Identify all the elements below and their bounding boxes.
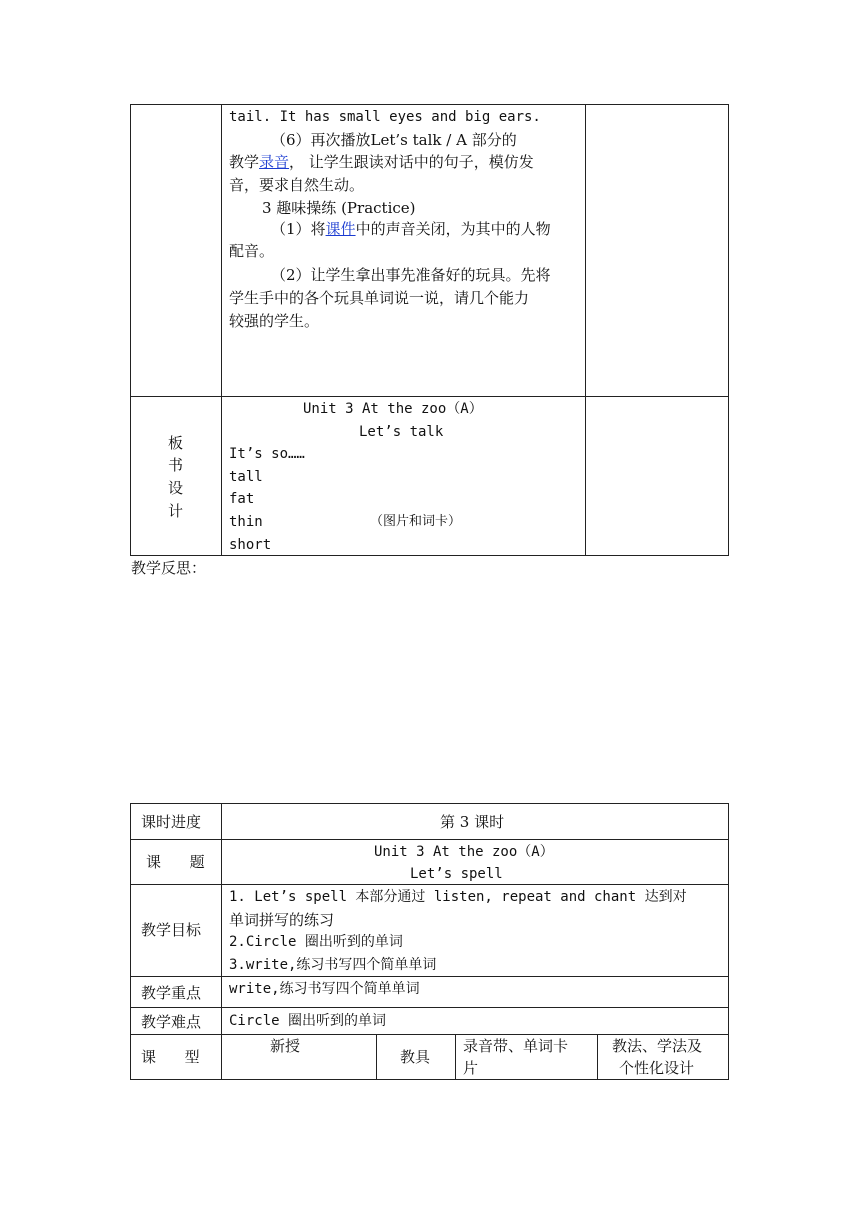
reflection-label: 教学反思： [131, 559, 207, 577]
lesson-text-line: 3 趣味操练 (Practice) [262, 199, 416, 217]
board-note: （图片和词卡） [370, 514, 462, 529]
audio-link[interactable]: 录音 [259, 153, 290, 171]
goal-line: 单词拼写的练习 [229, 911, 335, 929]
board-design-label: 书 [168, 456, 184, 474]
top-table-border-right [728, 104, 729, 556]
lesson-text-line: （6）再次播放Let’s talk / A 部分的 [271, 131, 517, 149]
lesson-text-segment: （1）将 [271, 220, 326, 238]
progress-label: 课时进度 [141, 813, 202, 831]
board-line: short [229, 537, 272, 553]
bottom-table-border-bottom [130, 1079, 729, 1080]
bottom-table-border-top [130, 803, 729, 804]
tools-label: 教具 [400, 1048, 431, 1066]
top-table-border-top [130, 104, 729, 105]
courseware-link[interactable]: 课件 [325, 220, 356, 238]
goal-line: 2.Circle 圈出听到的单词 [229, 934, 403, 950]
board-line: It’s so…… [229, 446, 305, 462]
progress-value: 第 3 课时 [440, 813, 505, 831]
topic-line: Let’s spell [410, 866, 503, 882]
key-point-label: 教学重点 [141, 984, 202, 1002]
bottom-table-row-divider [130, 839, 729, 840]
bottom-table-col-divider [455, 1034, 456, 1080]
top-table-border-left [130, 104, 131, 556]
method-label: 教法、学法及 [612, 1037, 703, 1055]
tools-value: 片 [463, 1059, 479, 1077]
board-subtitle: Let’s talk [359, 424, 444, 440]
top-table-row-divider [130, 396, 729, 397]
lesson-text-line: （2）让学生拿出事先准备好的玩具。先将 [271, 266, 551, 284]
lesson-text-segment: ， 让学生跟读对话中的句子，模仿发 [289, 153, 534, 171]
goal-line: 3.write,练习书写四个简单单词 [229, 957, 437, 973]
board-line: fat [229, 491, 255, 507]
board-line: thin [229, 514, 263, 530]
difficulty-value: Circle 圈出听到的单词 [229, 1013, 387, 1029]
lesson-text-line [229, 151, 534, 173]
top-table-border-bottom [130, 555, 729, 556]
board-line: tall [229, 469, 263, 485]
method-label: 个性化设计 [619, 1059, 695, 1077]
lesson-text-line [271, 218, 551, 240]
board-design-label: 计 [168, 502, 184, 520]
topic-line: Unit 3 At the zoo（A） [374, 844, 554, 860]
bottom-table-border-right [728, 803, 729, 1080]
bottom-table-row-divider [130, 1007, 729, 1008]
board-design-label: 设 [168, 479, 184, 497]
bottom-table-col-divider [221, 803, 222, 1080]
tools-value: 录音带、单词卡 [463, 1037, 569, 1055]
goal-line: 1. Let’s spell 本部分通过 listen, repeat and chant 达到对 [229, 889, 687, 905]
board-title: Unit 3 At the zoo（A） [303, 401, 483, 417]
bottom-table-col-divider [597, 1034, 598, 1080]
lesson-text-line: 学生手中的各个玩具单词说一说，请几个能力 [229, 289, 530, 307]
lesson-text-line: 配音。 [229, 242, 275, 260]
key-point-value: write,练习书写四个简单单词 [229, 981, 420, 997]
lesson-text-segment: 中的声音关闭，为其中的人物 [355, 220, 551, 238]
topic-label: 课 题 [146, 853, 205, 871]
goals-label: 教学目标 [141, 921, 202, 939]
top-table-col-divider-2 [585, 104, 586, 556]
board-design-label: 板 [168, 434, 184, 452]
lesson-type-label: 课 型 [141, 1048, 200, 1066]
bottom-table-border-left [130, 803, 131, 1080]
bottom-table-row-divider [130, 976, 729, 977]
lesson-text-segment: 教学 [229, 153, 260, 171]
lesson-text-line: tail. It has small eyes and big ears. [229, 109, 541, 125]
lesson-text-line: 音，要求自然生动。 [229, 176, 365, 194]
lesson-type-value: 新授 [270, 1037, 301, 1055]
top-table-col-divider-1 [221, 104, 222, 556]
bottom-table-col-divider [376, 1034, 377, 1080]
lesson-text-line: 较强的学生。 [229, 312, 320, 330]
difficulty-label: 教学难点 [141, 1013, 202, 1031]
